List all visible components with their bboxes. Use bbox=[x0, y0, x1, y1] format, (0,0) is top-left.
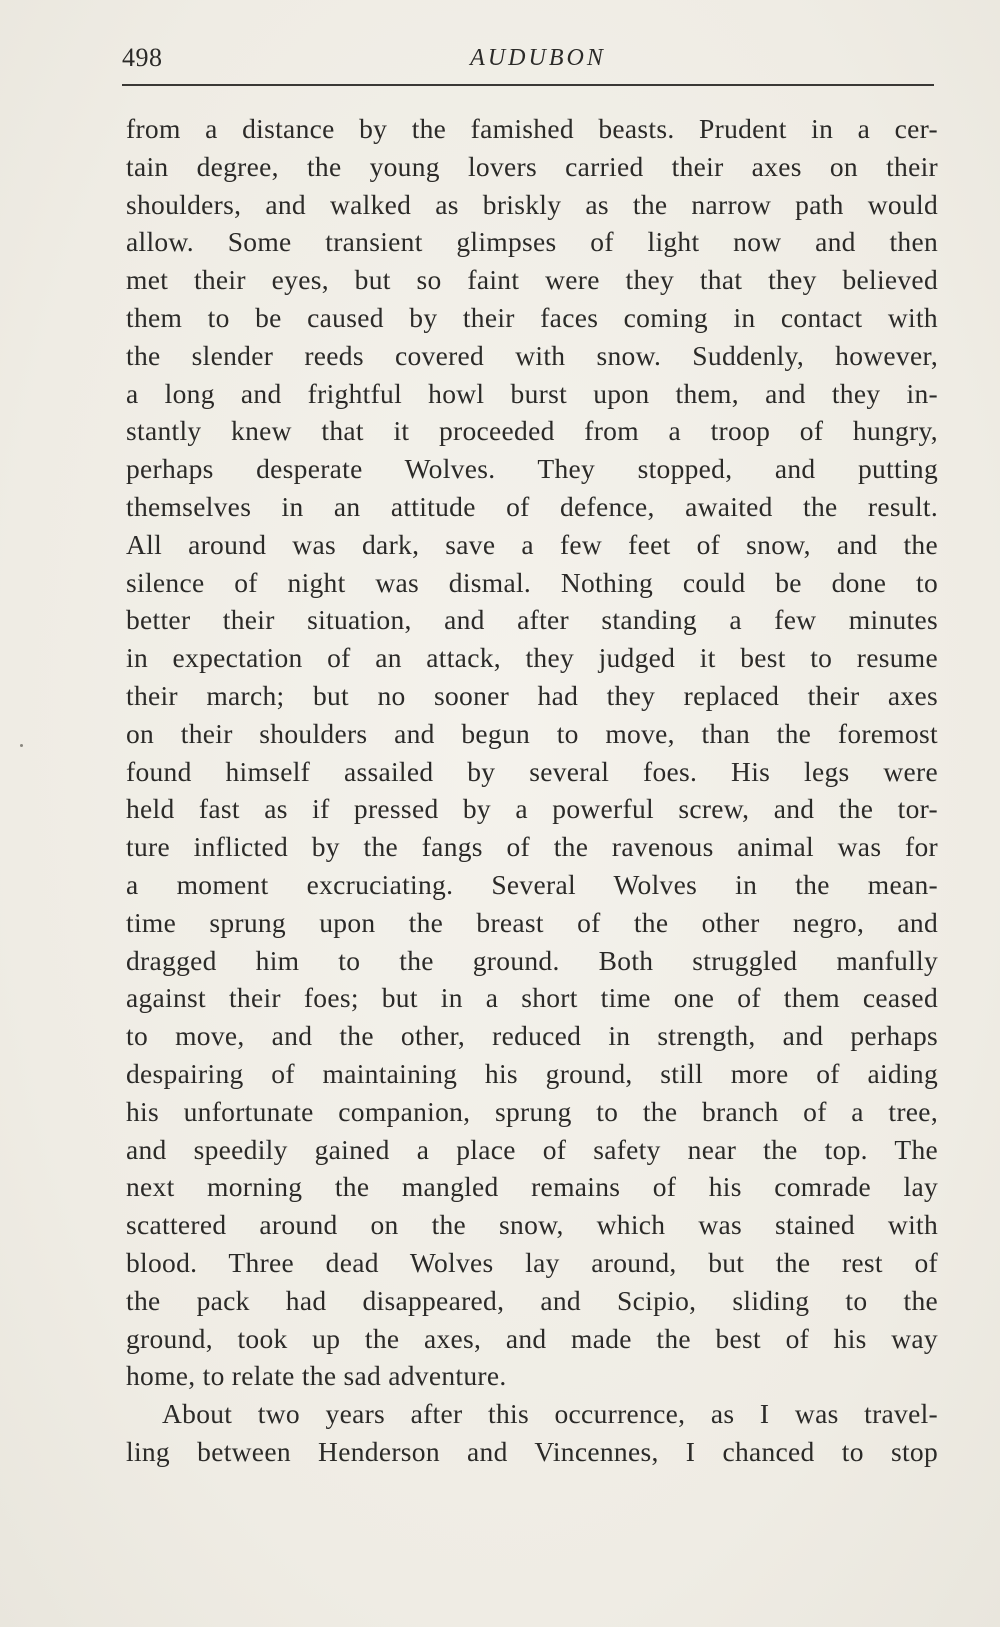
text-line: time sprung upon the breast of the other negro, and bbox=[126, 906, 938, 938]
text-line: to move, and the other, reduced in strength, and perhaps bbox=[126, 1020, 938, 1052]
text-line: All around was dark, save a few feet of snow, and the bbox=[126, 528, 938, 560]
text-line: allow. Some transient glimpses of light now and then bbox=[126, 226, 938, 258]
text-line: shoulders, and walked as briskly as the narrow path would bbox=[126, 188, 938, 220]
paragraph-start-line: About two years after this occurrence, as I was travel- bbox=[162, 1398, 938, 1430]
page-number: 498 bbox=[122, 43, 163, 72]
text-line: found himself assailed by several foes. His legs were bbox=[126, 755, 938, 787]
text-line: their march; but no sooner had they replaced their axes bbox=[126, 679, 938, 711]
text-line: his unfortunate companion, sprung to the branch of a tree, bbox=[126, 1095, 938, 1127]
header-rule bbox=[122, 84, 934, 86]
text-line: tain degree, the young lovers carried their axes on their bbox=[126, 150, 938, 182]
text-line: blood. Three dead Wolves lay around, but the rest of bbox=[126, 1246, 938, 1278]
text-line: perhaps desperate Wolves. They stopped, and putting bbox=[126, 453, 938, 485]
text-line: a long and frightful howl burst upon them, and they in- bbox=[126, 377, 938, 409]
text-line: ture inflicted by the fangs of the ravenous animal was for bbox=[126, 831, 938, 863]
body-text bbox=[126, 110, 938, 1471]
paragraph-end-line: home, to relate the sad adventure. bbox=[126, 1360, 507, 1392]
text-line: ling between Henderson and Vincennes, I chanced to stop bbox=[126, 1435, 938, 1467]
text-line: a moment excruciating. Several Wolves in the mean- bbox=[126, 868, 938, 900]
text-line: in expectation of an attack, they judged it best to resume bbox=[126, 642, 938, 674]
text-line: dragged him to the ground. Both struggled manfully bbox=[126, 944, 938, 976]
text-line: on their shoulders and begun to move, than the foremost bbox=[126, 717, 938, 749]
text-line: ground, took up the axes, and made the best of his way bbox=[126, 1322, 938, 1354]
text-line: themselves in an attitude of defence, awaited the result. bbox=[126, 490, 938, 522]
text-line: met their eyes, but so faint were they that they believed bbox=[126, 264, 938, 296]
text-line: despairing of maintaining his ground, still more of aiding bbox=[126, 1057, 938, 1089]
text-line: stantly knew that it proceeded from a troop of hungry, bbox=[126, 415, 938, 447]
text-line: held fast as if pressed by a powerful screw, and the tor- bbox=[126, 793, 938, 825]
text-line: from a distance by the famished beasts. Prudent in a cer- bbox=[126, 113, 938, 144]
text-line: better their situation, and after standing a few minutes bbox=[126, 604, 938, 636]
text-line: against their foes; but in a short time one of them ceased bbox=[126, 982, 938, 1014]
text-line: them to be caused by their faces coming in contact with bbox=[126, 301, 938, 333]
text-line: and speedily gained a place of safety near the top. The bbox=[126, 1133, 938, 1165]
page-header bbox=[122, 38, 934, 78]
text-line: silence of night was dismal. Nothing could be done to bbox=[126, 566, 938, 598]
running-head: AUDUBON bbox=[470, 45, 606, 71]
text-line: scattered around on the snow, which was stained with bbox=[126, 1209, 938, 1241]
text-line: the slender reeds covered with snow. Suddenly, however, bbox=[126, 339, 938, 371]
text-line: next morning the mangled remains of his comrade lay bbox=[126, 1171, 938, 1203]
text-line: the pack had disappeared, and Scipio, sliding to the bbox=[126, 1284, 938, 1316]
paper-speck bbox=[20, 744, 23, 747]
